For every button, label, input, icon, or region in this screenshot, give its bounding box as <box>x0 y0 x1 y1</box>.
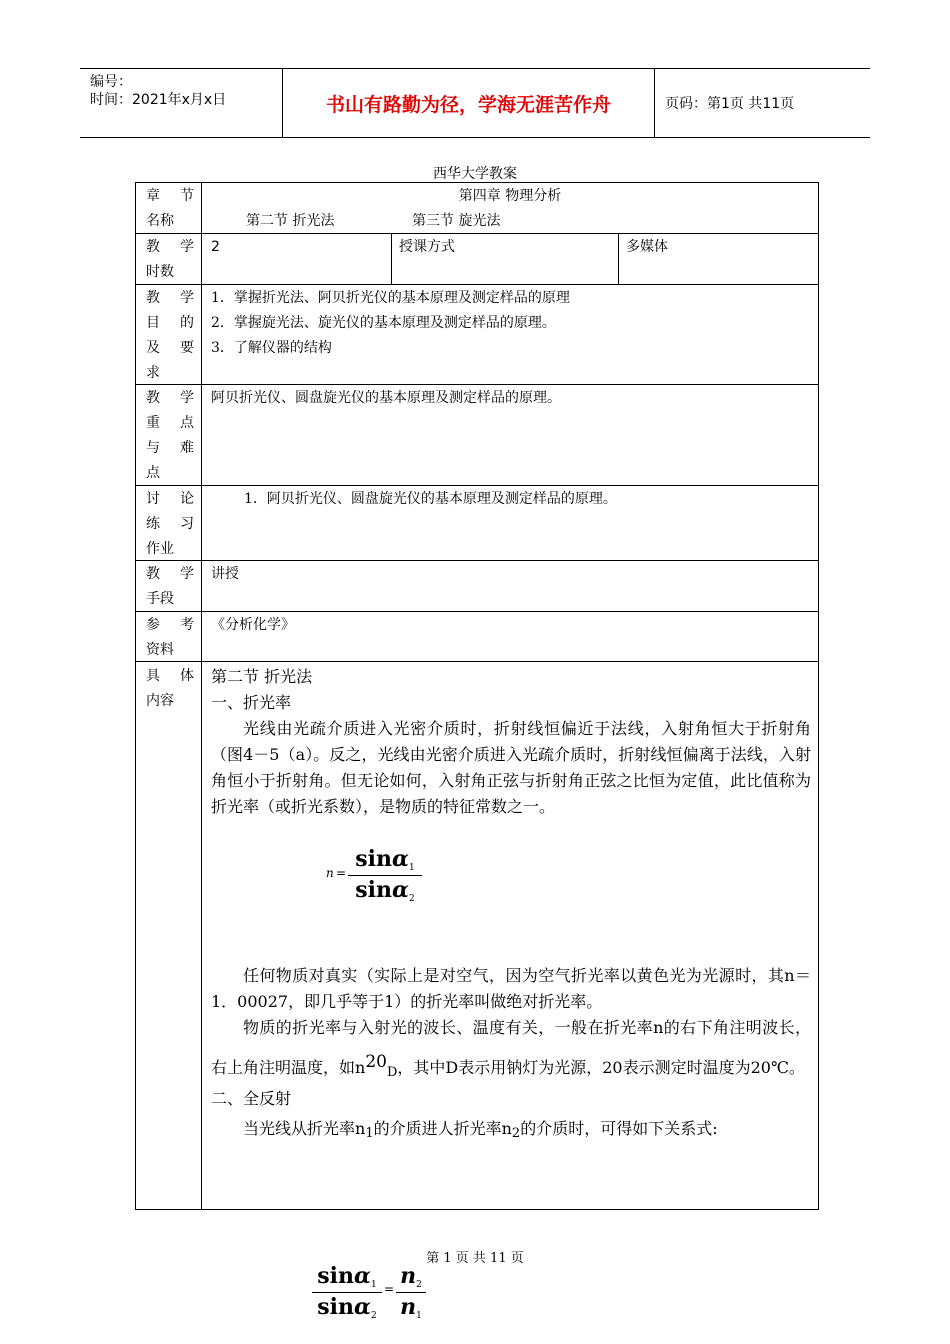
eq1-den-alpha: α <box>392 877 409 903</box>
eq1-den-sub: 2 <box>408 894 415 904</box>
content-body-2 <box>211 963 811 1151</box>
goal-item-1: 1．掌握折光法、阿贝折光仪的基本原理及测定样品的原理 <box>211 290 570 306</box>
eq2-den-alpha: α <box>354 1294 371 1320</box>
label-focus-2: 重 点 <box>146 415 194 431</box>
label-exercise-2: 练 习 <box>146 516 194 532</box>
label-exercise-1: 讨 论 <box>146 491 194 507</box>
mode-label: 授课方式 <box>399 239 455 255</box>
content-paragraph-3: 物质的折光率与入射光的波长、温度有关，一般在折光率n的右下角注明波长，右上角注明温度，如n20D，其中D表示用钠灯为光源，20表示测定时温度为20℃。 <box>211 1018 811 1080</box>
label-goals-2: 目 的 <box>146 315 194 331</box>
label-chapter-a: 章 节 <box>146 188 194 204</box>
header-info <box>80 69 283 137</box>
eq2-den-sin: sin <box>317 1294 355 1320</box>
eq1-equals: = <box>336 866 347 880</box>
chapter-title: 第四章 物理分析 <box>458 188 562 204</box>
content-sub2: 二、全反射 <box>211 1089 292 1108</box>
eq1-num-alpha: α <box>392 846 409 872</box>
doc-title: 西华大学教案 <box>433 166 517 182</box>
eq1-num-sub: 1 <box>408 863 415 873</box>
refs-text: 《分析化学》 <box>211 617 295 633</box>
p4-sub2: 2 <box>511 1126 521 1141</box>
label-hours-a: 教 学 <box>146 239 194 255</box>
content-body <box>211 664 811 820</box>
label-refs-1: 参 考 <box>146 617 194 633</box>
eq2-rden-sub: 1 <box>416 1311 422 1321</box>
hours-value: 2 <box>211 239 220 255</box>
eq1-lhs: n <box>326 866 334 880</box>
section-2-title: 第二节 折光法 <box>246 213 335 229</box>
content-paragraph-4: 当光线从折光率n1的介质进人折光率n2的介质时，可得如下关系式: <box>243 1119 718 1141</box>
lesson-table <box>135 182 819 1210</box>
section-3-title: 第三节 旋光法 <box>412 213 501 229</box>
p3-sub: D <box>386 1065 398 1080</box>
equation-total-reflection <box>312 1262 452 1326</box>
focus-text: 阿贝折光仪、圆盘旋光仪的基本原理及测定样品的原理。 <box>211 390 561 406</box>
eq2-rnum: n <box>400 1263 417 1289</box>
content-sub1: 一、折光率 <box>211 693 292 712</box>
label-chapter-b: 名称 <box>146 213 174 229</box>
mode-value: 多媒体 <box>626 239 668 255</box>
eq2-den-sub: 2 <box>370 1311 377 1321</box>
label-focus-1: 教 学 <box>146 390 194 406</box>
label-focus-4: 点 <box>146 465 160 481</box>
eq2-num-sin: sin <box>317 1263 355 1289</box>
content-section-title: 第二节 折光法 <box>211 667 313 686</box>
method-text: 讲授 <box>211 566 239 582</box>
label-content-2: 内容 <box>146 693 174 709</box>
p4-sub1: 1 <box>365 1126 374 1141</box>
eq1-num-sin: sin <box>355 846 393 872</box>
goal-item-2: 2．掌握旋光法、旋光仪的基本原理及测定样品的原理。 <box>211 315 556 331</box>
label-method-1: 教 学 <box>146 566 194 582</box>
page-label: 页码：第1页 共11页 <box>665 96 795 112</box>
eq1-den-sin: sin <box>355 877 393 903</box>
header-bar <box>80 68 870 138</box>
motto: 书山有路勤为径，学海无涯苦作舟 <box>283 69 655 137</box>
eq2-num-alpha: α <box>354 1263 371 1289</box>
label-method-2: 手段 <box>146 591 174 607</box>
label-goals-4: 求 <box>146 365 160 381</box>
content-paragraph-1: 光线由光疏介质进入光密介质时，折射线恒偏近于法线，入射角恒大于折射角（图4－5（a）。反之，光线由光密介质进入光疏介质时，折射线恒偏离于法线，入射角恒小于折射角。但无论如何，入射角正弦与折射角正弦之比恒为定值，此比值称为折光率（或折光系数），是物质的特征常数之一。 <box>211 719 811 816</box>
eq2-rnum-sub: 2 <box>416 1280 422 1290</box>
label-focus-3: 与 难 <box>146 440 194 456</box>
eq2-equals: = <box>384 1282 395 1296</box>
p3-sup: 20 <box>365 1052 387 1072</box>
label-refs-2: 资料 <box>146 642 174 658</box>
goal-item-3: 3．了解仪器的结构 <box>211 340 332 356</box>
label-content-1: 具 体 <box>146 668 194 684</box>
label-goals-1: 教 学 <box>146 290 194 306</box>
content-paragraph-2: 任何物质对真实（实际上是对空气，因为空气折光率以黄色光为光源时，其n＝1．00027，即几乎等于1）的折光率叫做绝对折光率。 <box>211 966 811 1011</box>
label-hours-b: 时数 <box>146 264 174 280</box>
time-label: 时间：2021年x月x日 <box>90 92 227 108</box>
label-goals-3: 及 要 <box>146 340 194 356</box>
page-footer: 第 1 页 共 11 页 <box>426 1251 524 1266</box>
eq2-num-sub: 1 <box>370 1280 377 1290</box>
equation-refraction <box>324 845 464 907</box>
code-label: 编号： <box>90 74 132 90</box>
eq2-rden: n <box>400 1294 417 1320</box>
exercise-text: 1．阿贝折光仪、圆盘旋光仪的基本原理及测定样品的原理。 <box>244 491 617 507</box>
label-exercise-3: 作业 <box>146 541 174 557</box>
